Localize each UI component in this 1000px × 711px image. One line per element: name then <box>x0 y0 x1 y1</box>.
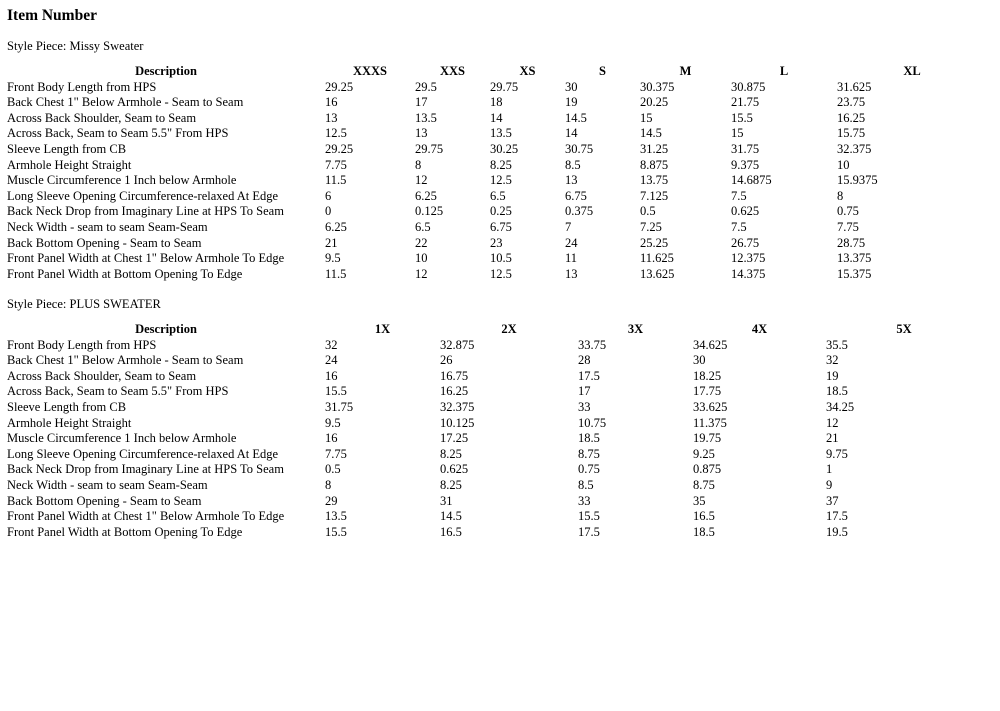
measurement-value: 10.125 <box>440 415 475 430</box>
table-row <box>7 369 982 385</box>
measurement-value: 13.375 <box>837 251 872 266</box>
measurement-value: 6.5 <box>415 219 431 234</box>
measurement-value: 35 <box>693 493 706 508</box>
measurement-description: Back Chest 1" Below Armhole - Seam to Seam <box>7 353 244 368</box>
measurement-value: 7.5 <box>731 188 747 203</box>
measurement-value: 13 <box>565 173 578 188</box>
measurement-value: 18.5 <box>578 431 600 446</box>
measurement-value: 30 <box>693 353 706 368</box>
measurement-value: 11.625 <box>640 251 674 266</box>
measurement-value: 33.75 <box>578 337 607 352</box>
measurement-value: 9.75 <box>826 446 848 461</box>
measurement-value: 21 <box>826 431 839 446</box>
style-label-plus: Style Piece: PLUS SWEATER <box>7 297 161 311</box>
measurement-value: 8.25 <box>490 157 512 172</box>
measurement-value: 16 <box>325 95 338 110</box>
measurement-description: Long Sleeve Opening Circumference-relaxed At Edge <box>7 188 279 203</box>
measurement-value: 21.75 <box>731 95 760 110</box>
measurement-value: 7 <box>565 219 572 234</box>
table-row <box>7 126 987 142</box>
measurement-value: 6.75 <box>565 188 587 203</box>
measurement-value: 18.5 <box>693 524 715 539</box>
measurement-value: 11.375 <box>693 415 727 430</box>
column-header-description: Description <box>135 64 197 78</box>
measurement-value: 34.25 <box>826 399 855 414</box>
measurement-value: 32 <box>325 337 338 352</box>
measurement-value: 19 <box>565 95 578 110</box>
table-row <box>7 111 987 127</box>
measurement-value: 30.75 <box>565 141 594 156</box>
table-row <box>7 236 987 252</box>
measurement-value: 29.25 <box>325 79 354 94</box>
measurement-value: 31.75 <box>325 399 354 414</box>
table-row <box>7 80 987 96</box>
measurement-value: 18.5 <box>826 384 848 399</box>
measurement-value: 15.375 <box>837 266 872 281</box>
measurement-value: 0.75 <box>837 204 859 219</box>
measurement-value: 16 <box>325 368 338 383</box>
measurement-value: 37 <box>826 493 839 508</box>
measurement-value: 29.25 <box>325 141 354 156</box>
measurement-value: 12 <box>415 266 428 281</box>
measurement-value: 14 <box>490 110 503 125</box>
table-row <box>7 189 987 205</box>
measurement-value: 6.5 <box>490 188 506 203</box>
measurement-value: 7.75 <box>325 446 347 461</box>
measurement-value: 14.5 <box>565 110 587 125</box>
measurement-value: 26.75 <box>731 235 760 250</box>
measurement-value: 14.6875 <box>731 173 772 188</box>
column-header-size: S <box>599 64 606 78</box>
table-row <box>7 462 982 478</box>
measurement-description: Sleeve Length from CB <box>7 399 127 414</box>
measurement-value: 8 <box>837 188 844 203</box>
column-header-size: M <box>679 64 692 78</box>
measurement-value: 8 <box>325 477 332 492</box>
measurement-value: 19.75 <box>693 431 722 446</box>
measurement-value: 17.5 <box>578 524 600 539</box>
measurement-description: Front Panel Width at Bottom Opening To Edge <box>7 524 243 539</box>
measurement-description: Muscle Circumference 1 Inch below Armhole <box>7 173 237 188</box>
table-row <box>7 447 982 463</box>
measurement-value: 9.375 <box>731 157 760 172</box>
measurement-value: 16.75 <box>440 368 469 383</box>
measurement-value: 1 <box>826 462 833 477</box>
measurement-value: 15 <box>731 126 744 141</box>
measurement-value: 14.5 <box>440 509 462 524</box>
measurement-value: 10 <box>415 251 428 266</box>
measurement-value: 16.5 <box>693 509 715 524</box>
measurement-value: 8.75 <box>578 446 600 461</box>
measurement-value: 0.75 <box>578 462 600 477</box>
measurement-value: 30.875 <box>731 79 766 94</box>
measurement-value: 12.5 <box>490 266 512 281</box>
measurement-value: 9.25 <box>693 446 715 461</box>
measurement-value: 6.25 <box>415 188 437 203</box>
measurement-value: 26 <box>440 353 453 368</box>
measurement-value: 19.5 <box>826 524 848 539</box>
column-header-size: 3X <box>627 322 644 336</box>
measurement-value: 8.25 <box>440 446 462 461</box>
measurement-value: 17.5 <box>578 368 600 383</box>
measurement-value: 16.25 <box>837 110 866 125</box>
measurement-value: 17.5 <box>826 509 848 524</box>
measurement-value: 14.5 <box>640 126 662 141</box>
column-header-size: 5X <box>896 322 912 336</box>
table-row <box>7 525 982 541</box>
measurement-value: 32.375 <box>440 399 475 414</box>
measurement-value: 6.75 <box>490 219 512 234</box>
measurement-description: Back Neck Drop from Imaginary Line at HPS To Seam <box>7 462 284 477</box>
measurement-value: 12.5 <box>490 173 512 188</box>
measurement-value: 15.5 <box>578 509 600 524</box>
measurement-value: 13 <box>325 110 338 125</box>
measurement-value: 13.75 <box>640 173 669 188</box>
measurement-value: 31 <box>440 493 453 508</box>
measurement-value: 11.5 <box>325 266 347 281</box>
measurement-value: 18.25 <box>693 368 722 383</box>
measurement-value: 29 <box>325 493 338 508</box>
measurement-value: 12.5 <box>325 126 347 141</box>
measurement-description: Front Panel Width at Chest 1" Below Armhole To Edge <box>7 509 285 524</box>
measurement-description: Muscle Circumference 1 Inch below Armhole <box>7 431 237 446</box>
table-row <box>7 158 987 174</box>
measurement-value: 17 <box>578 384 591 399</box>
measurement-value: 7.75 <box>325 157 347 172</box>
table-row <box>7 384 982 400</box>
measurement-value: 16 <box>325 431 338 446</box>
measurement-value: 14 <box>565 126 578 141</box>
measurement-description: Armhole Height Straight <box>7 415 132 430</box>
measurement-value: 13.5 <box>490 126 512 141</box>
size-table-missy <box>7 64 987 282</box>
table-row <box>7 416 982 432</box>
measurement-value: 8.5 <box>565 157 581 172</box>
measurement-value: 6 <box>325 188 332 203</box>
measurement-value: 13 <box>415 126 428 141</box>
measurement-value: 25.25 <box>640 235 669 250</box>
measurement-value: 9.5 <box>325 415 341 430</box>
table-header-row <box>7 64 987 80</box>
measurement-value: 8.75 <box>693 477 715 492</box>
measurement-value: 16.5 <box>440 524 462 539</box>
measurement-value: 32 <box>826 353 839 368</box>
measurement-value: 12 <box>826 415 839 430</box>
measurement-description: Across Back Shoulder, Seam to Seam <box>7 110 197 125</box>
measurement-value: 0.5 <box>640 204 656 219</box>
column-header-size: 1X <box>374 322 391 336</box>
table-row <box>7 95 987 111</box>
measurement-value: 0.125 <box>415 204 444 219</box>
table-header-row <box>7 322 982 338</box>
table-row <box>7 353 982 369</box>
measurement-description: Across Back, Seam to Seam 5.5" From HPS <box>7 126 229 141</box>
measurement-description: Armhole Height Straight <box>7 157 132 172</box>
table-row <box>7 251 987 267</box>
measurement-value: 24 <box>565 235 578 250</box>
measurement-value: 10.75 <box>578 415 607 430</box>
measurement-value: 29.75 <box>490 79 519 94</box>
measurement-value: 0.625 <box>731 204 760 219</box>
measurement-value: 29.75 <box>415 141 444 156</box>
measurement-value: 31.25 <box>640 141 669 156</box>
measurement-value: 17 <box>415 95 428 110</box>
measurement-value: 7.25 <box>640 219 662 234</box>
column-header-description: Description <box>135 322 197 336</box>
measurement-value: 30 <box>565 79 578 94</box>
measurement-value: 8.5 <box>578 477 594 492</box>
size-table-plus <box>7 322 982 540</box>
column-header-size: XS <box>519 64 536 78</box>
measurement-value: 10 <box>837 157 850 172</box>
measurement-value: 19 <box>826 368 839 383</box>
measurement-description: Back Chest 1" Below Armhole - Seam to Seam <box>7 95 244 110</box>
measurement-value: 33 <box>578 399 591 414</box>
measurement-value: 23.75 <box>837 95 866 110</box>
table-row <box>7 494 982 510</box>
measurement-value: 22 <box>415 235 428 250</box>
measurement-value: 28 <box>578 353 591 368</box>
measurement-value: 17.25 <box>440 431 469 446</box>
measurement-value: 9.5 <box>325 251 341 266</box>
measurement-value: 13.5 <box>325 509 347 524</box>
measurement-value: 16.25 <box>440 384 469 399</box>
measurement-value: 18 <box>490 95 503 110</box>
measurement-value: 33 <box>578 493 591 508</box>
measurement-value: 31.625 <box>837 79 872 94</box>
measurement-value: 15 <box>640 110 653 125</box>
measurement-value: 20.25 <box>640 95 669 110</box>
measurement-value: 7.125 <box>640 188 669 203</box>
measurement-value: 0.875 <box>693 462 722 477</box>
measurement-description: Front Panel Width at Bottom Opening To Edge <box>7 266 243 281</box>
measurement-value: 15.75 <box>837 126 866 141</box>
column-header-size: L <box>779 64 789 78</box>
measurement-value: 31.75 <box>731 141 760 156</box>
table-row <box>7 431 982 447</box>
measurement-value: 15.5 <box>325 384 347 399</box>
measurement-value: 32.375 <box>837 141 872 156</box>
column-header-size: 2X <box>501 322 517 336</box>
measurement-value: 8 <box>415 157 422 172</box>
measurement-value: 28.75 <box>837 235 866 250</box>
measurement-description: Neck Width - seam to seam Seam-Seam <box>7 477 208 492</box>
measurement-description: Back Bottom Opening - Seam to Seam <box>7 235 202 250</box>
measurement-value: 0.25 <box>490 204 512 219</box>
measurement-value: 0.625 <box>440 462 469 477</box>
measurement-value: 8.875 <box>640 157 669 172</box>
measurement-value: 21 <box>325 235 338 250</box>
measurement-value: 13.5 <box>415 110 437 125</box>
table-row <box>7 204 987 220</box>
table-row <box>7 509 982 525</box>
column-header-size: XL <box>903 64 921 78</box>
measurement-description: Back Neck Drop from Imaginary Line at HPS To Seam <box>7 204 284 219</box>
column-header-size: 4X <box>751 322 768 336</box>
measurement-value: 0 <box>325 204 332 219</box>
table-row <box>7 400 982 416</box>
measurement-value: 9 <box>826 477 833 492</box>
measurement-value: 13 <box>565 266 578 281</box>
column-header-size: XXS <box>439 64 465 78</box>
table-row <box>7 338 982 354</box>
measurement-value: 12 <box>415 173 428 188</box>
measurement-value: 30.25 <box>490 141 519 156</box>
table-row <box>7 267 987 283</box>
measurement-value: 6.25 <box>325 219 347 234</box>
table-row <box>7 220 987 236</box>
measurement-description: Across Back, Seam to Seam 5.5" From HPS <box>7 384 229 399</box>
measurement-value: 15.5 <box>731 110 753 125</box>
measurement-value: 15.5 <box>325 524 347 539</box>
measurement-value: 15.9375 <box>837 173 878 188</box>
measurement-description: Long Sleeve Opening Circumference-relaxed At Edge <box>7 446 279 461</box>
measurement-description: Sleeve Length from CB <box>7 141 127 156</box>
measurement-description: Back Bottom Opening - Seam to Seam <box>7 493 202 508</box>
measurement-value: 11.5 <box>325 173 347 188</box>
measurement-value: 0.375 <box>565 204 594 219</box>
measurement-description: Front Body Length from HPS <box>7 337 157 352</box>
measurement-value: 13.625 <box>640 266 675 281</box>
page-title: Item Number <box>7 7 97 24</box>
measurement-description: Front Panel Width at Chest 1" Below Armhole To Edge <box>7 251 285 266</box>
column-header-size: XXXS <box>352 64 388 78</box>
table-row <box>7 142 987 158</box>
measurement-description: Across Back Shoulder, Seam to Seam <box>7 368 197 383</box>
measurement-value: 10.5 <box>490 251 512 266</box>
measurement-value: 33.625 <box>693 399 728 414</box>
measurement-value: 30.375 <box>640 79 675 94</box>
style-label-missy: Style Piece: Missy Sweater <box>7 39 144 53</box>
measurement-value: 7.5 <box>731 219 747 234</box>
measurement-value: 11 <box>565 251 578 266</box>
measurement-value: 24 <box>325 353 338 368</box>
measurement-value: 8.25 <box>440 477 462 492</box>
measurement-description: Front Body Length from HPS <box>7 79 157 94</box>
measurement-value: 17.75 <box>693 384 722 399</box>
measurement-value: 14.375 <box>731 266 766 281</box>
measurement-value: 0.5 <box>325 462 341 477</box>
table-row <box>7 478 982 494</box>
measurement-value: 32.875 <box>440 337 475 352</box>
measurement-value: 34.625 <box>693 337 728 352</box>
measurement-description: Neck Width - seam to seam Seam-Seam <box>7 219 208 234</box>
measurement-value: 7.75 <box>837 219 859 234</box>
measurement-value: 23 <box>490 235 503 250</box>
measurement-value: 35.5 <box>826 337 848 352</box>
measurement-value: 12.375 <box>731 251 766 266</box>
measurement-value: 29.5 <box>415 79 437 94</box>
table-row <box>7 173 987 189</box>
